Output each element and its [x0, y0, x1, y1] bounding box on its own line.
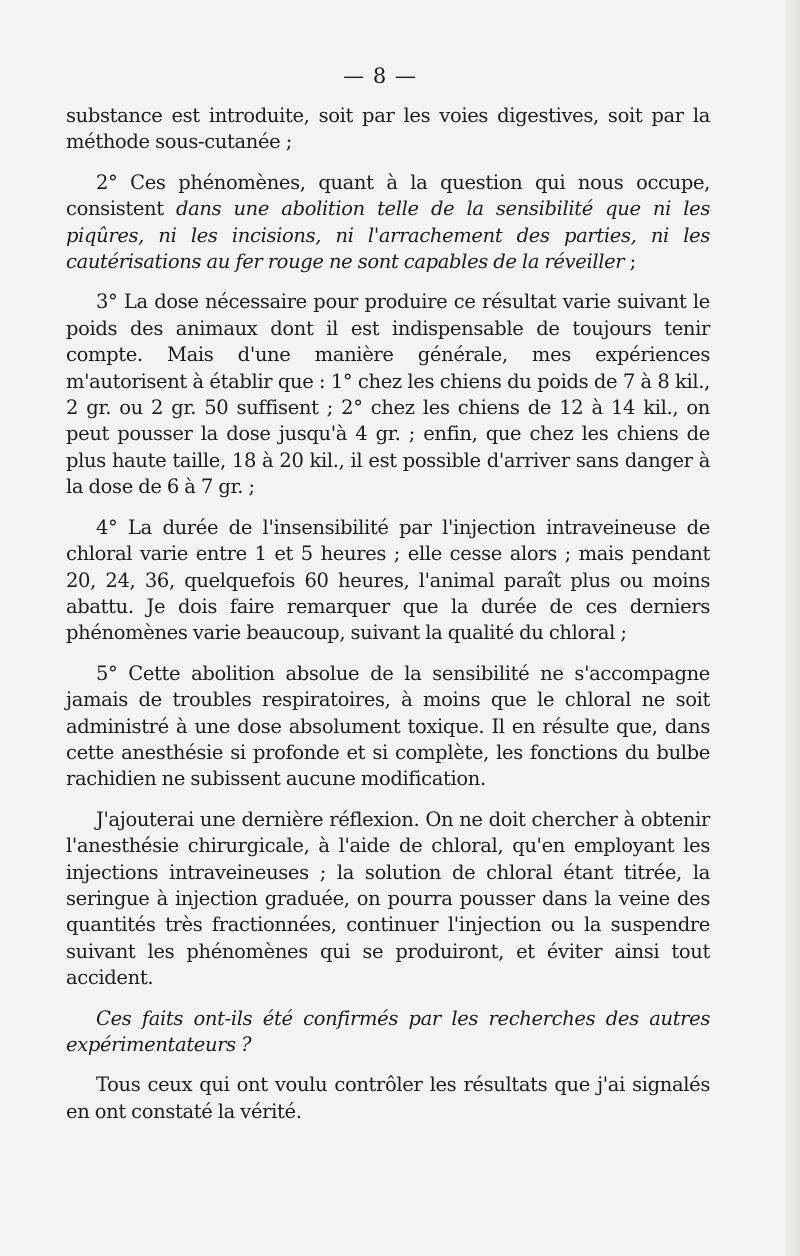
paragraph-point-2-tail: ;: [624, 250, 636, 274]
paragraph-point-4: 4° La durée de l'insensibilité par l'injection intraveineuse de chloral varie entre 1 et 5 heures ; elle cesse alors ; mais pendant 20, 24, 36, quelquefois 60 heures, l'animal paraît plus ou moins abattu. Je dois faire remarquer que la durée de ces derniers phénomènes varie beaucoup, suivant la qualité du chloral ;: [66, 515, 710, 645]
paragraph-point-5: 5° Cette abolition absolue de la sensibilité ne s'accompagne jamais de troubles respiratoires, à moins que le chloral ne soit administré à une dose absolument toxique. Il en résulte que, dans cette anesthésie si profonde et si complète, les fonctions du bulbe rachidien ne subissent aucune modification.: [66, 661, 710, 791]
paragraph-conclusion: Tous ceux qui ont voulu contrôler les résultats que j'ai signalés en ont constaté la vérité.: [66, 1073, 710, 1123]
paragraph-point-2-lead: 2° Ces phénomènes, quant à la question qui nous occupe, consistent: [66, 170, 710, 221]
question-text: Ces faits ont-ils été confirmés par les recherches des autres expérimentateurs ?: [66, 1006, 710, 1056]
paragraph-reflection: J'ajouterai une dernière réflexion. On ne doit chercher à obtenir l'anesthésie chirurgicale, à l'aide de chloral, qu'en employant les injections intraveineuses ; la solution de chloral étant titrée, la seringue à injection graduée, on pourra pousser dans la veine des quantités très fractionnées, continuer l'injection ou la suspendre suivant les phénomènes qui se produiront, et éviter ainsi tout accident.: [66, 807, 710, 990]
page-edge: [786, 0, 800, 1256]
document-body: [66, 103, 710, 1125]
paragraph-continuation: substance est introduite, soit par les voies digestives, soit par la méthode sous-cutanée ;: [66, 104, 710, 154]
paragraph-point-3: 3° La dose nécessaire pour produire ce résultat varie suivant le poids des animaux dont il est indispensable de toujours tenir compte. Mais d'une manière générale, mes expériences m'autorisent à établir que : 1° chez les chiens du poids de 7 à 8 kil., 2 gr. ou 2 gr. 50 suffisent ; 2° chez les chiens de 12 à 14 kil., on peut pousser la dose jusqu'à 4 gr. ; enfin, que chez les chiens de plus haute taille, 18 à 20 kil., il est possible d'arriver sans danger à la dose de 6 à 7 gr. ;: [66, 290, 710, 499]
page-number: — 8 —: [343, 64, 417, 88]
paragraph-point-2-italic: dans une abolition telle de la sensibilité que ni les piqûres, ni les incisions, ni l'arrachement des parties, ni les cautérisations au fer rouge ne sont capables de la réveiller: [66, 197, 710, 274]
paragraph-question: [66, 1006, 710, 1059]
paragraph-point-2: [66, 170, 710, 276]
